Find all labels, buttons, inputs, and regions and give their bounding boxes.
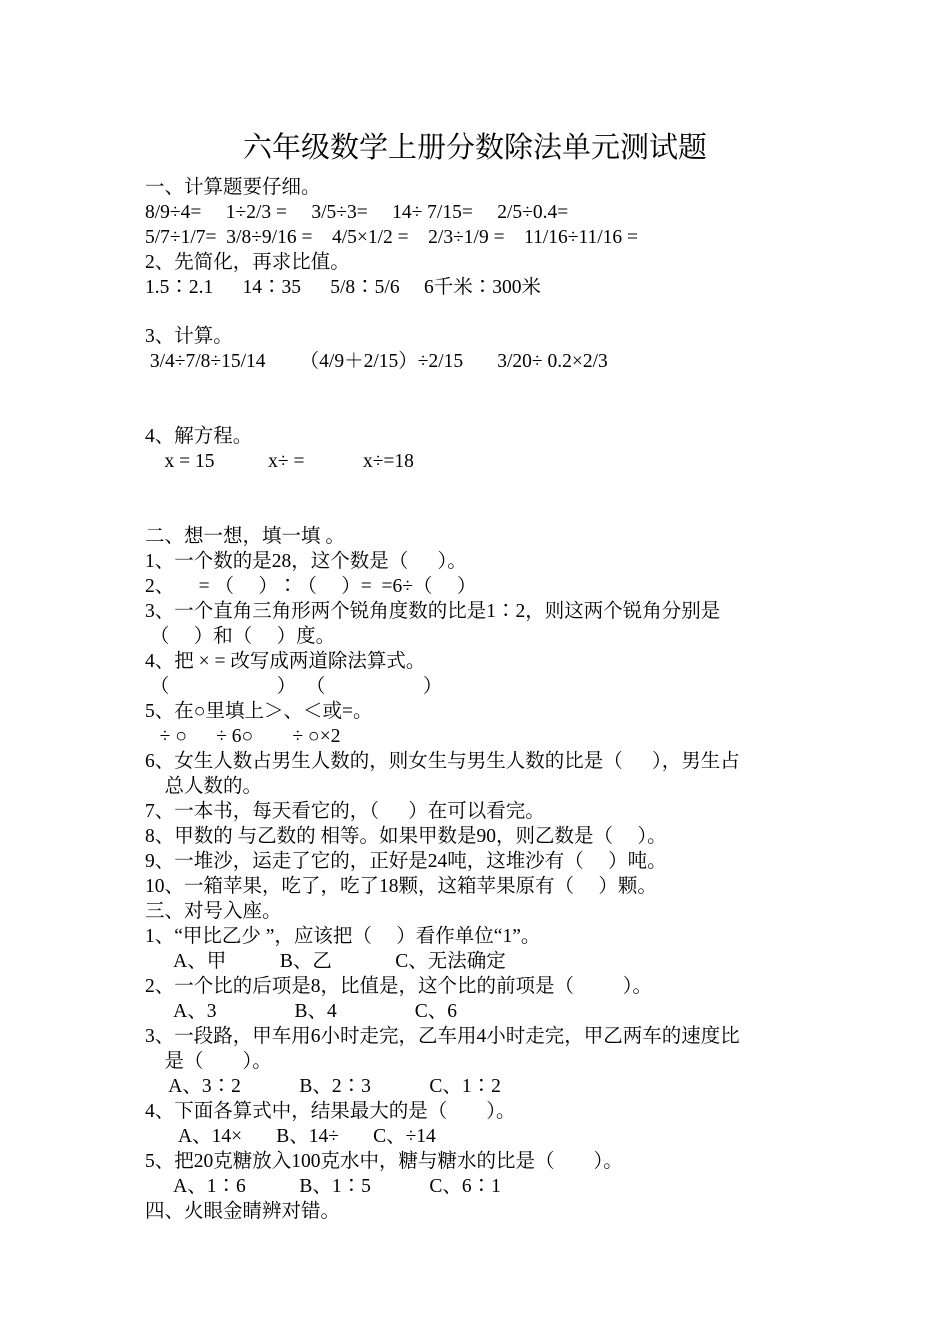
choice-item-5-options: A、1∶6 B、1∶5 C、6∶1 xyxy=(145,1176,501,1197)
q2-heading: 2、先简化，再求比值。 xyxy=(145,252,350,273)
choice-item-3-options: A、3∶2 B、2∶3 C、1∶2 xyxy=(145,1076,501,1097)
calc-row-1: 8/9÷4= 1÷2/3 = 3/5÷3= 14÷ 7/15= 2/5÷0.4= xyxy=(145,202,569,223)
section-4-heading: 四、火眼金睛辨对错。 xyxy=(145,1201,341,1222)
section-3-heading: 三、对号入座。 xyxy=(145,901,282,922)
choice-item-3-cont: 是（ ）。 xyxy=(145,1051,272,1072)
fill-item-7: 7、一本书，每天看它的，（ ）在可以看完。 xyxy=(145,801,545,822)
equation-row: x = 15 x÷ = x÷=18 xyxy=(145,451,414,472)
fill-item-10: 10、一箱苹果，吃了，吃了18颗，这箱苹果原有（ ）颗。 xyxy=(145,876,657,897)
choice-item-4-options: A、14× B、14÷ C、÷14 xyxy=(145,1126,436,1147)
ratio-row: 1.5∶2.1 14∶35 5/8∶5/6 6千米∶300米 xyxy=(145,277,541,298)
choice-item-4: 4、下面各算式中，结果最大的是（ ）。 xyxy=(145,1101,516,1122)
fill-item-4: 4、把 × = 改写成两道除法算式。 xyxy=(145,651,426,672)
choice-item-1: 1、“甲比乙少 ”，应该把（ ）看作单位“1”。 xyxy=(145,926,541,947)
choice-item-3: 3、一段路，甲车用6小时走完，乙车用4小时走完，甲乙两车的速度比 xyxy=(145,1026,740,1047)
fill-item-5-row: ÷ ○ ÷ 6○ ÷ ○×2 xyxy=(145,726,341,747)
page-title: 六年级数学上册分数除法单元测试题 xyxy=(242,132,707,164)
fill-item-3-cont: （ ）和（ ）度。 xyxy=(145,626,336,647)
fill-item-5: 5、在○里填上＞、＜或=。 xyxy=(145,701,373,722)
calc-row-2: 5/7÷1/7= 3/8÷9/16 = 4/5×1/2 = 2/3÷1/9 = 11/16÷11/16 = xyxy=(145,227,639,248)
section-1-heading: 一、计算题要仔细。 xyxy=(145,177,321,198)
fill-item-2: 2、 = （ ）∶（ ）= =6÷（ ） xyxy=(145,576,477,597)
fill-item-6: 6、女生人数占男生人数的，则女生与男生人数的比是（ ），男生占 xyxy=(145,751,740,772)
fill-item-4-blanks: （ ） （ ） xyxy=(145,676,443,697)
fill-item-6-cont: 总人数的。 xyxy=(145,776,263,797)
fill-item-1: 1、一个数的是28，这个数是（ ）。 xyxy=(145,551,467,572)
section-2-heading: 二、想一想，填一填 。 xyxy=(145,526,345,547)
choice-item-2: 2、一个比的后项是8，比值是，这个比的前项是（ ）。 xyxy=(145,976,653,997)
fill-item-8: 8、甲数的 与乙数的 相等。如果甲数是90，则乙数是（ ）。 xyxy=(145,826,667,847)
choice-item-2-options: A、3 B、4 C、6 xyxy=(145,1001,458,1022)
choice-item-1-options: A、甲 B、乙 C、无法确定 xyxy=(145,951,506,972)
q3-heading: 3、计算。 xyxy=(145,326,233,347)
fill-item-3: 3、一个直角三角形两个锐角度数的比是1∶2，则这两个锐角分别是 xyxy=(145,601,721,622)
fill-item-9: 9、一堆沙，运走了它的，正好是24吨，这堆沙有（ ）吨。 xyxy=(145,851,667,872)
choice-item-5: 5、把20克糖放入100克水中，糖与糖水的比是（ ）。 xyxy=(145,1151,623,1172)
q4-heading: 4、解方程。 xyxy=(145,426,253,447)
calc-row-3: 3/4÷7/8÷15/14 （4/9＋2/15）÷2/15 3/20÷ 0.2×2/3 xyxy=(145,351,608,372)
